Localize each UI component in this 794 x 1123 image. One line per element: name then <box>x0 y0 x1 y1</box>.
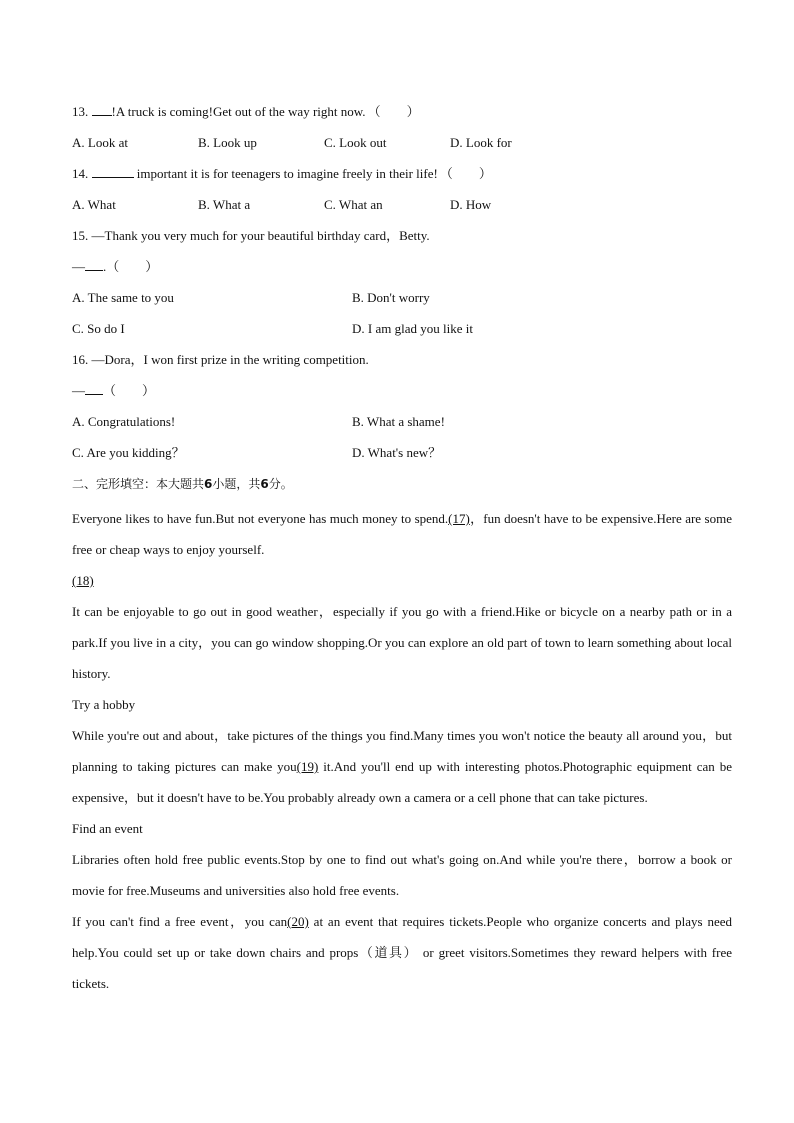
question-15-stem <box>72 224 732 255</box>
option-d: D. How <box>450 197 492 212</box>
blank-20: (20) <box>287 914 309 929</box>
option-a: A. What <box>72 197 116 212</box>
option-b: B. What a <box>198 197 251 212</box>
question-16-options-row1 <box>72 410 732 441</box>
answer-parentheses: （ ） <box>439 166 492 181</box>
answer-blank <box>85 380 103 395</box>
option-c: C. Look out <box>324 135 387 150</box>
worksheet-page <box>72 100 732 999</box>
option-c: C. Are you kidding？ <box>72 445 185 460</box>
question-16-stem <box>72 348 732 379</box>
option-a: A. Congratulations! <box>72 414 176 429</box>
question-16-options-row2 <box>72 441 732 472</box>
answer-blank <box>85 256 103 271</box>
option-c: C. What an <box>324 197 383 212</box>
reply-parentheses: .（ ） <box>103 259 159 274</box>
section-title: 二、完形填空：本大题共6小题，共6分。 <box>72 477 293 491</box>
question-16-reply <box>72 379 732 410</box>
question-15-options-row2 <box>72 317 732 348</box>
option-d: D. I am glad you like it <box>352 321 473 336</box>
option-a: A. The same to you <box>72 290 174 305</box>
question-13-stem <box>72 100 732 131</box>
option-b: B. Look up <box>198 135 257 150</box>
passage-paragraph-3: While you're out and about，take pictures of the things you find.Many times you won't notice the beauty all around you，but planning to taking pictures can make you(19) it.And you'll end up with interesting photos.Photographic equipment can be expensive，but it doesn't have to be.You probably already own a camera or a cell phone that can take pictures. <box>72 728 732 805</box>
question-text: important it is for teenagers to imagine freely in their life! <box>136 166 438 181</box>
question-14-options <box>72 193 732 224</box>
blank-18: (18) <box>72 573 94 588</box>
question-text: —Thank you very much for your beautiful birthday card，Betty. <box>91 228 430 243</box>
option-d: D. Look for <box>450 135 512 150</box>
reply-dash: — <box>72 383 85 398</box>
passage-paragraph-4: Libraries often hold free public events.Stop by one to find out what's going on.And while you're there，borrow a book or movie for free.Museums and universities also hold free events. <box>72 852 732 898</box>
question-13-options <box>72 131 732 162</box>
passage-paragraph-2: It can be enjoyable to go out in good weather，especially if you go with a friend.Hike or bicycle on a nearby path or in a park.If you live in a city，you can go window shopping.Or you can explore an old part of town to learn something about local history. <box>72 604 732 681</box>
blank-17: (17) <box>448 511 470 526</box>
question-number: 14. <box>72 166 89 181</box>
option-a: A. Look at <box>72 135 128 150</box>
answer-blank <box>92 101 112 116</box>
question-text: !A truck is coming!Get out of the way right now. <box>111 104 366 119</box>
question-number: 15. <box>72 228 89 243</box>
answer-parentheses: （ ） <box>367 104 420 119</box>
question-14-stem <box>72 162 732 193</box>
option-c: C. So do I <box>72 321 125 336</box>
passage-paragraph-1: Everyone likes to have fun.But not everyone has much money to spend.(17)，fun doesn't have to be expensive.Here are some free or cheap ways to enjoy yourself. <box>72 511 732 557</box>
option-d: D. What's new？ <box>352 445 442 460</box>
question-text: —Dora，I won first prize in the writing competition. <box>91 352 369 367</box>
reply-parentheses: （ ） <box>103 383 156 398</box>
option-b: B. Don't worry <box>352 290 430 305</box>
passage-heading-blank-18 <box>72 565 732 596</box>
question-number: 13. <box>72 104 89 119</box>
question-15-options-row1 <box>72 286 732 317</box>
passage-paragraph-5: If you can't find a free event，you can(20) at an event that requires tickets.People who organize concerts and plays need help.You could set up or take down chairs and props（道具） or greet visitors.Sometimes they reward helpers with free tickets. <box>72 914 732 991</box>
question-number: 16. <box>72 352 89 367</box>
answer-blank <box>92 163 134 178</box>
blank-19: (19) <box>296 759 319 774</box>
question-15-reply <box>72 255 732 286</box>
passage-heading-event: Find an event <box>72 821 143 836</box>
reply-dash: — <box>72 259 85 274</box>
option-b: B. What a shame! <box>352 414 445 429</box>
passage-heading-hobby: Try a hobby <box>72 697 136 712</box>
